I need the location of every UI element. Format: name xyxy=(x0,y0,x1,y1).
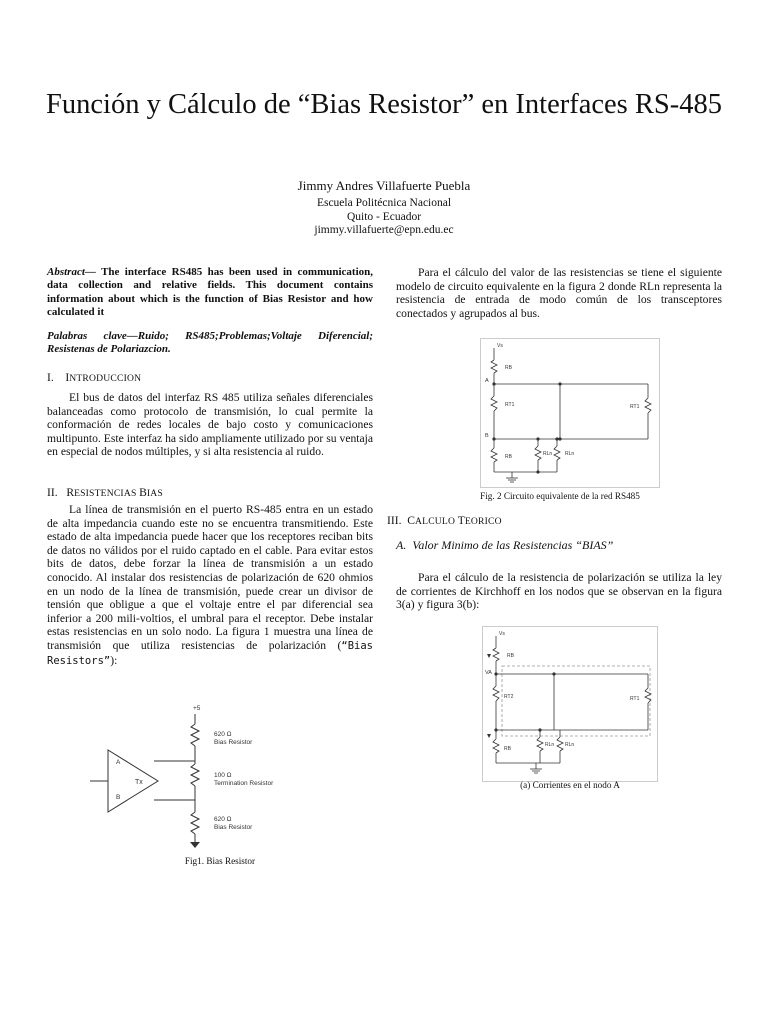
driver-label: Tx xyxy=(135,779,143,786)
email: jimmy.villafuerte@epn.edu.ec xyxy=(314,224,454,236)
section-1-number: I. xyxy=(47,371,54,384)
figure-1-schematic xyxy=(90,700,290,850)
section-2-heading xyxy=(47,486,373,501)
fig3-vs: Vs xyxy=(499,631,505,637)
fig2-rb-bot: RB xyxy=(505,454,512,460)
right-intro: Para el cálculo del valor de las resistencias se tiene el siguiente modelo de circuito equivalente en la figura 2 donde RLn representa la resistencia de entrada de modo común de los transceptores conectados y agrupados al bus. xyxy=(396,266,722,320)
section-3-initial: C xyxy=(407,514,416,527)
section-1-heading xyxy=(47,371,373,386)
paper-title: Función y Cálculo de “Bias Resistor” en Interfaces RS-485 xyxy=(46,89,722,120)
fig3-rt1: RT2 xyxy=(504,694,514,700)
fig2-rln1: RLn xyxy=(543,451,553,457)
fig3-rt2: RT1 xyxy=(630,696,640,702)
fig3-rb-top: RB xyxy=(507,653,514,659)
fig3-rln2: RLn xyxy=(565,742,575,748)
fig2-node-a: A xyxy=(485,378,489,384)
subsection-a-heading xyxy=(396,539,722,553)
r-bot-value: 620 Ω xyxy=(214,816,232,823)
fig2-rb-top: RB xyxy=(505,365,512,371)
figure-1-caption: Fig1. Bias Resistor xyxy=(184,856,256,866)
author-name: Jimmy Andres Villafuerte Puebla xyxy=(297,178,471,193)
fig3-rb-bot: RB xyxy=(504,746,511,752)
fig2-rt2: RT1 xyxy=(630,404,640,410)
figure-3a-caption: (a) Corrientes en el nodo A xyxy=(520,780,620,790)
section-3-heading xyxy=(387,514,713,529)
keywords: Palabras clave—Ruido; RS485;Problemas;Voltaje Diferencial; Resistenas de Polariazcion. xyxy=(47,330,373,356)
r-top-value: 620 Ω xyxy=(214,731,232,738)
section-2-body xyxy=(47,503,373,668)
fig2-node-b: B xyxy=(485,433,489,439)
section-3-initial-b: T xyxy=(457,514,465,527)
figure-2-caption: Fig. 2 Circuito equivalente de la red RS485 xyxy=(480,491,640,501)
section-2-text-end: ): xyxy=(110,653,118,667)
fig3-rln1: RLn xyxy=(545,742,555,748)
r-mid-value: 100 Ω xyxy=(214,772,232,779)
section-2-number: II. xyxy=(47,486,58,499)
fig2-rln2: RLn xyxy=(565,451,575,457)
figure-2-schematic xyxy=(480,338,660,488)
bias-resistors-term: “Bias Resistors” xyxy=(47,639,373,667)
section-2-title-b: IAS xyxy=(146,488,163,499)
section-2-initial-b: B xyxy=(139,486,147,499)
ground-symbol xyxy=(190,842,200,848)
subsection-a-label: A. xyxy=(396,538,407,552)
section-1-title: NTRODUCCION xyxy=(69,373,142,384)
author-affiliation xyxy=(0,197,768,238)
right-body: Para el cálculo de la resistencia de polarización se utiliza la ley de corrientes de Kirchhoff en los nodos que se observan en la figura 3(a) y figura 3(b): xyxy=(396,571,722,612)
fig2-rt1: RT1 xyxy=(505,402,515,408)
location: Quito - Ecuador xyxy=(346,210,422,223)
section-1-initial: I xyxy=(65,371,70,384)
section-2-initial: R xyxy=(66,486,75,499)
termination-resistor xyxy=(191,764,199,786)
r-mid-label: Termination Resistor xyxy=(214,780,274,787)
figure-3a-schematic xyxy=(482,626,658,782)
abstract xyxy=(47,266,373,319)
section-2-title-a: ESISTENCIAS xyxy=(74,488,140,499)
r-top-label: Bias Resistor xyxy=(214,739,253,746)
abstract-label: Abstract— xyxy=(47,266,96,278)
fig2-vs: Vs xyxy=(497,343,503,349)
supply-label: +5 xyxy=(193,705,201,712)
line-a-label: A xyxy=(116,759,121,766)
section-1-body: El bus de datos del interfaz RS 485 utiliza señales diferenciales balanceadas como protocolo de transmisión, lo cual permite la conformación de redes locales de bajo costo y comunicaciones multipunto. Este interfaz ha sido ampliamente utilizado por su ventaja en especial de nodos múltiples, y si alta resistencia al ruido. xyxy=(47,391,373,459)
line-b-label: B xyxy=(116,794,121,801)
section-3-number: III. xyxy=(387,514,402,527)
institution: Escuela Politécnica Nacional xyxy=(316,197,452,209)
section-2-text: La línea de transmisión en el puerto RS-485 entra en un estado de alta impedancia cuando este no se encuentra transmitiendo. Este estado de alta impedancia puede hacer que los receptores reciban bits de datos no válidos por el ruido captado en el cable. Para evitar estos bits de datos, debe forzar la línea de transmisión a un estado conocido. Al instalar dos resistencias de polarización de 620 ohmios en un nodo de la línea de transmisión, puede crear un divisor de tensión que obligue a que el voltaje entre el par diferencial sea inferior a 200 mili-voltios, el umbral para el receptor. Debe instalar estas resistencias en un solo nodo. La figura 1 muestra una línea de transmisión que utiliza resistencias de polarización ( xyxy=(47,503,373,652)
bias-resistor-bottom xyxy=(191,812,199,834)
subsection-a-title: Valor Minimo de las Resistencias “BIAS” xyxy=(412,538,614,552)
bias-resistor-top xyxy=(191,724,199,746)
r-bot-label: Bias Resistor xyxy=(214,824,253,831)
section-3-title-b: EORICO xyxy=(464,516,502,527)
section-3-title-a: ALCULO xyxy=(415,516,458,527)
fig3-node-a: VA xyxy=(485,670,492,676)
abstract-text: The interface RS485 has been used in communication, data collection and relative fields. This document contains information about which is the function of Bias Resistor and how calculated it xyxy=(47,266,373,318)
